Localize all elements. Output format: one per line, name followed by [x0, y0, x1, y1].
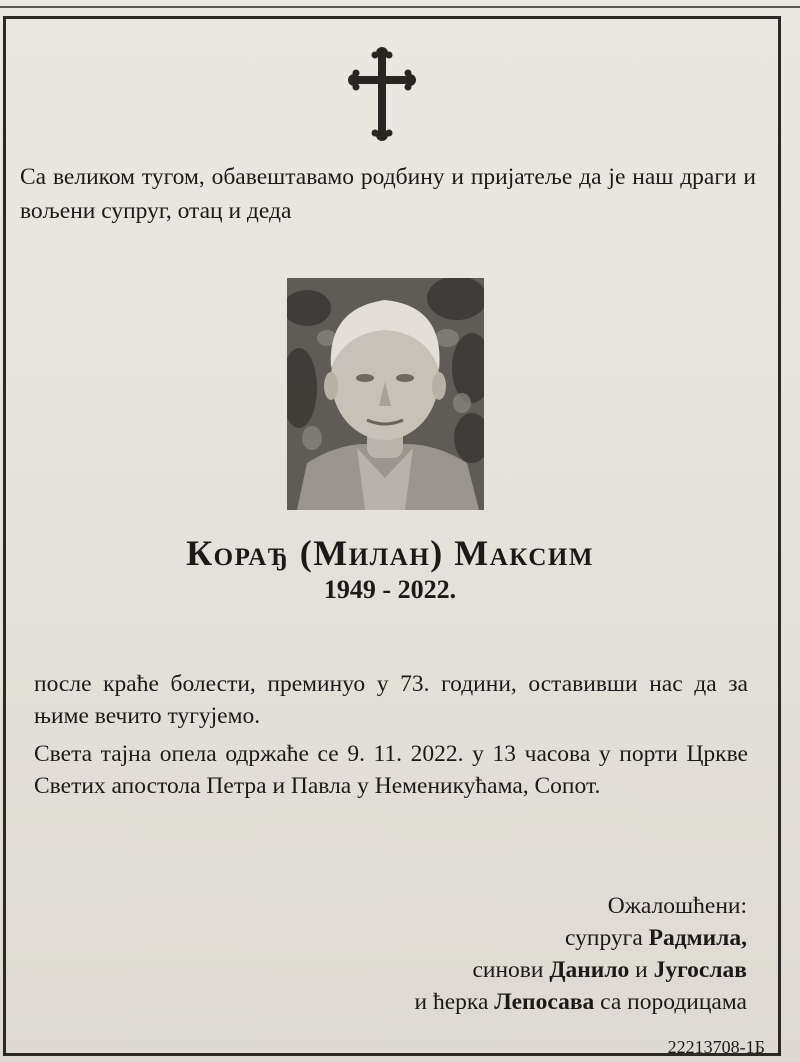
orthodox-cross-icon — [348, 46, 416, 142]
intro-text: Са великом тугом, обавештавамо родбину и пријатеље да је наш драги и вољени супруг, отац и деда — [20, 164, 756, 224]
mourner-relation: и ћерка — [414, 989, 489, 1015]
mourner-relation: супруга — [565, 925, 643, 951]
conjunction: и — [635, 957, 648, 983]
mourner-suffix: са породицама — [600, 989, 747, 1015]
mourner-relation: синови — [472, 957, 544, 983]
mourner-name: Југослав — [653, 957, 747, 983]
deceased-name: Корађ (Милан) Максим — [186, 533, 594, 573]
top-rule — [0, 6, 800, 8]
mourner-name: Лепосава — [494, 989, 595, 1015]
mourners-line-sons — [300, 954, 747, 986]
mourners-heading: Ожалошћени: — [607, 893, 747, 919]
deceased-portrait — [287, 278, 484, 510]
mourner-name: Радмила, — [648, 925, 747, 951]
mourners-line-daughter — [300, 986, 747, 1018]
funeral-details: Света тајна опела одржаће се 9. 11. 2022. у 13 часова у порти Цркве Светих апостола Петра и Павла у Неменикућама, Сопот. — [34, 741, 748, 799]
death-paragraph: после краће болести, преминуо у 73. години, оставивши нас да за њиме вечито тугујемо. — [34, 671, 748, 729]
mourners-block — [300, 890, 747, 1018]
life-years: 1949 - 2022. — [323, 575, 457, 604]
mourner-name: Данило — [549, 957, 630, 983]
reference-number: 22213708-1Б — [667, 1037, 765, 1057]
mourners-line-wife — [300, 922, 747, 954]
